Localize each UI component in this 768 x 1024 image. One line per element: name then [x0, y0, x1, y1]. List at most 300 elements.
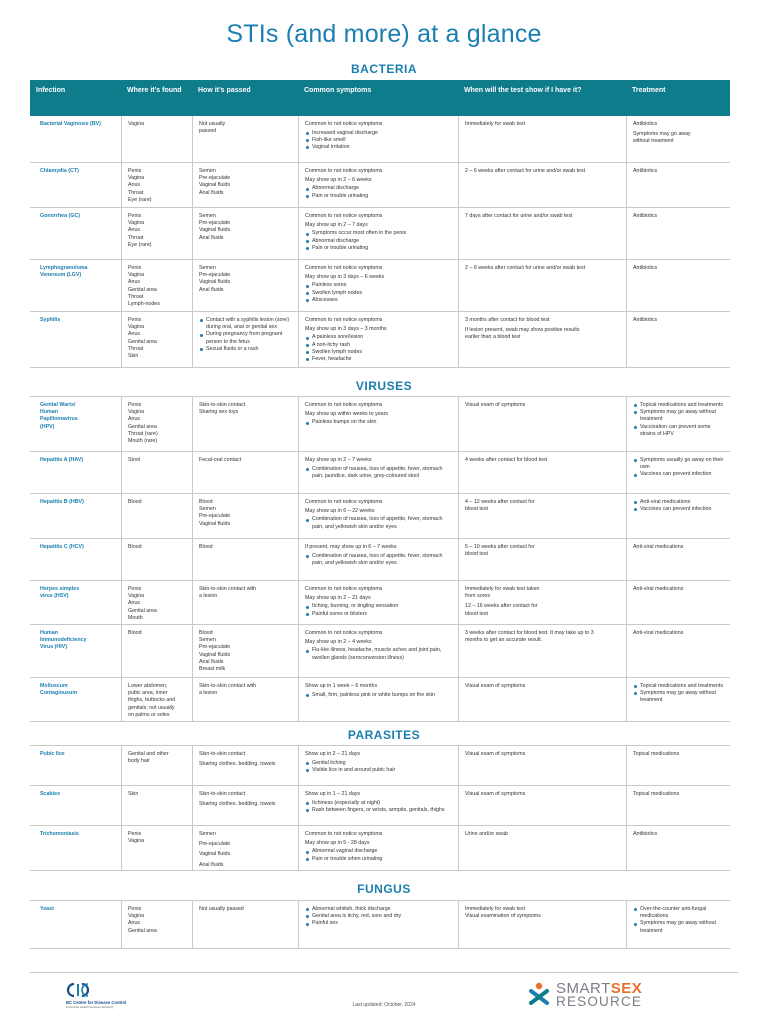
cell-line: Vagina	[128, 593, 145, 600]
cell-line: Anus	[128, 416, 141, 423]
table-row	[30, 312, 730, 368]
cell-line: Common to not notice symptoms	[305, 265, 383, 271]
how-passed-cell	[192, 826, 298, 870]
cell-line: Sharing clothes, bedding, towels	[199, 761, 276, 768]
test-timing-cell	[458, 826, 626, 870]
symptoms-cell	[298, 746, 458, 785]
test-timing-cell	[458, 901, 626, 948]
cell-line: Breast milk	[199, 666, 226, 673]
cell-line: Immediately for swab test	[465, 906, 526, 912]
treatment-cell	[626, 678, 730, 721]
cell-line: Lymphogranuloma	[40, 265, 88, 271]
bullet-item: Symptoms may go away without treatment	[633, 409, 724, 423]
cell-line: Scabies	[40, 791, 61, 797]
where-found-cell	[121, 163, 192, 207]
logo-text-line2: RESOURCE	[556, 994, 643, 1009]
cell-line: Genital and other	[128, 751, 169, 757]
header-where: Where it’s found	[127, 87, 182, 94]
cell-line: Lower abdomen,	[128, 683, 168, 689]
cell-line: Vaginal fluids	[199, 182, 231, 189]
treatment-cell	[626, 208, 730, 259]
cell-line: Mouth (rare)	[128, 438, 158, 445]
cell-line: Visual exam of symptoms	[465, 791, 526, 797]
infection-cell	[30, 116, 121, 162]
bullet-item: Painless bumps on the skin	[305, 419, 452, 426]
cell-line: 3 months after contact for blood test	[465, 317, 550, 323]
bullet-item: Combination of nausea, loss of appetite, fever, stomach pain, jaundice, dark urine, grey-coloured stool	[305, 466, 452, 480]
bullet-item: Itchiness (especially at night)	[305, 800, 452, 807]
bccdc-sub: Provincial Health Services Authority	[66, 1005, 114, 1009]
bccdc-name: BC Centre for Disease Control	[66, 1000, 127, 1005]
cell-line: a lesion	[199, 593, 218, 600]
cell-line: 2 – 6 weeks after contact for urine and/or swab test	[465, 265, 586, 271]
cell-line: Common to not notice symptoms	[305, 168, 383, 174]
table-row	[30, 116, 730, 163]
bullet-item: A non-itchy rash	[305, 342, 452, 349]
treatment-cell	[626, 494, 730, 538]
cell-line: Papillomavirus	[40, 416, 78, 423]
cell-line: Syphilis	[40, 317, 61, 323]
test-timing-cell	[458, 312, 626, 367]
cell-line: Semen	[199, 168, 216, 174]
cell-line: Hepatitis B (HBV)	[40, 499, 84, 505]
cell-line: Throat	[128, 189, 144, 196]
bullet-item: Painful sores or blisters	[305, 611, 452, 618]
symptoms-cell	[298, 116, 458, 162]
cell-line: (HPV)	[40, 423, 55, 430]
cell-line: Antibiotics	[633, 168, 658, 174]
cell-line: Not usually passed	[199, 906, 244, 912]
table-parasites	[30, 745, 730, 871]
cell-line: Common to not notice symptoms	[305, 586, 383, 592]
bullet-item: Abscesses	[305, 297, 452, 304]
bullet-item: Symptoms may go away without treatment	[633, 690, 724, 704]
cell-line: 3 weeks after contact for blood test. It may take up to 3	[465, 630, 594, 636]
test-timing-cell	[458, 678, 626, 721]
footer-divider	[30, 972, 738, 973]
where-found-cell	[121, 312, 192, 367]
cell-line: on palms or soles	[128, 711, 170, 718]
cell-line: Penis	[128, 831, 142, 837]
how-passed-cell	[192, 260, 298, 311]
cell-line: Anus	[128, 182, 141, 189]
where-found-cell	[121, 581, 192, 624]
cell-line: genitals; not usually	[128, 704, 175, 711]
how-passed-cell	[192, 581, 298, 624]
cell-line: Vagina	[128, 913, 145, 920]
where-found-cell	[121, 786, 192, 825]
cell-line: Show up in 1 week – 6 months	[305, 683, 378, 689]
cell-line: Throat	[128, 345, 144, 352]
cell-line: Skin-to-skin contact	[199, 791, 246, 797]
cell-line: Skin-to-skin contact	[199, 751, 246, 757]
test-timing-cell	[458, 539, 626, 580]
bullet-item: Itching, burning, or tingling sensation	[305, 603, 452, 610]
cell-line: body hair	[128, 758, 150, 765]
cell-line: Chlamydia (CT)	[40, 168, 79, 174]
cell-line: Antibiotics	[633, 831, 658, 837]
cell-line: Common to not notice symptoms	[305, 213, 383, 219]
bullet-item: Pain or trouble when urinating	[305, 856, 452, 863]
cell-line: Contagiousum	[40, 690, 78, 697]
bullet-item: Swollen lymph nodes	[305, 290, 452, 297]
header-how: How it’s passed	[198, 87, 251, 94]
infection-cell	[30, 494, 121, 538]
cell-line: a lesion	[199, 690, 218, 697]
table-header	[30, 80, 730, 116]
cell-line: Human	[40, 630, 58, 636]
cell-line: Gonorrhea (GC)	[40, 213, 81, 219]
bullet-item: Painful sex	[305, 920, 452, 927]
section-title-fungus: FUNGUS	[357, 882, 411, 896]
cell-line: blood test	[465, 551, 488, 558]
symptoms-cell	[298, 260, 458, 311]
cell-line: without treatment	[633, 138, 674, 145]
cell-line: Anus	[128, 331, 141, 338]
cell-line: Penis	[128, 906, 142, 912]
cell-line: Penis	[128, 586, 142, 592]
how-passed-cell	[192, 208, 298, 259]
how-passed-cell	[192, 494, 298, 538]
table-row	[30, 208, 730, 260]
cell-line: Pre-ejaculate	[199, 272, 231, 279]
treatment-cell	[626, 116, 730, 162]
table-viruses	[30, 396, 730, 722]
cell-line: Show up in 2 – 21 days	[305, 751, 361, 757]
symptoms-cell	[298, 452, 458, 493]
cell-line: Vagina	[128, 838, 145, 845]
cell-line: Skin-to-skin contact with	[199, 683, 257, 689]
cell-line: Pre-ejaculate	[199, 513, 231, 520]
test-timing-cell	[458, 786, 626, 825]
cell-line: 4 – 12 weeks after contact for	[465, 499, 535, 505]
cell-line: Herpes simplex	[40, 586, 80, 592]
symptoms-cell	[298, 786, 458, 825]
treatment-cell	[626, 539, 730, 580]
bullet-item: Vaginal irritation	[305, 144, 452, 151]
table-row	[30, 260, 730, 312]
cell-line: Semen	[199, 213, 216, 219]
cell-line: Eye (rare)	[128, 241, 152, 248]
bullet-item: Abnormal discharge	[305, 185, 452, 192]
how-passed-cell	[192, 625, 298, 677]
cell-line: Show up in 1 – 21 days	[305, 791, 361, 797]
infection-cell	[30, 678, 121, 721]
bccdc-mark-icon	[66, 982, 94, 998]
symptoms-cell	[298, 494, 458, 538]
cell-line: Antibiotics	[633, 213, 658, 219]
bullet-item: Topical medications and treatments	[633, 683, 724, 690]
table-row	[30, 746, 730, 786]
symptoms-cell	[298, 901, 458, 948]
where-found-cell	[121, 116, 192, 162]
cell-line: Anal fluids	[199, 861, 224, 868]
cell-line: from sores	[465, 593, 491, 600]
cell-line: Vagina	[128, 175, 145, 182]
symptoms-cell	[298, 581, 458, 624]
bullet-item: Vaccines can prevent infection	[633, 471, 724, 478]
bullet-item: Pain or trouble urinating	[305, 245, 452, 252]
test-timing-cell	[458, 581, 626, 624]
bullet-item: Fever, headache	[305, 356, 452, 363]
infection-cell	[30, 625, 121, 677]
cell-line: Lymph-nodes	[128, 301, 160, 308]
logo-text-line1: SMARTSEX	[556, 980, 643, 997]
person-icon	[528, 982, 550, 1008]
cell-line: Skin-to-skin contact	[199, 402, 246, 408]
cell-line: Blood	[199, 499, 213, 505]
where-found-cell	[121, 452, 192, 493]
cell-line: Topical medications	[633, 791, 680, 797]
bullet-item: Abnormal vaginal discharge	[305, 848, 452, 855]
section-title-viruses: VIRUSES	[355, 379, 413, 393]
bullet-item: Rash between fingers, or wrists, armpits, genitals, thighs	[305, 807, 452, 814]
cell-line: Skin-to-skin contact with	[199, 586, 257, 592]
table-row	[30, 826, 730, 871]
symptoms-cell	[298, 208, 458, 259]
cell-line: Blood	[128, 630, 142, 636]
cell-line: Antibiotics	[633, 121, 658, 127]
cell-line: Immunodeficiency	[40, 637, 87, 644]
bullet-item: Swollen lymph nodes	[305, 349, 452, 356]
table-row	[30, 678, 730, 722]
bullet-item: During pregnancy from pregnant person to the fetus	[199, 331, 292, 345]
cell-line: Human	[40, 409, 58, 416]
cell-line: Semen	[199, 265, 216, 271]
treatment-cell	[626, 260, 730, 311]
cell-line: May show up in 2 – 7 weeks	[305, 457, 372, 463]
cell-line: Common to not notice symptoms	[305, 499, 383, 505]
bullet-item: Vaccination can prevent some strains of HPV	[633, 424, 724, 438]
cell-line: May show up in 2 – 7 days	[305, 221, 368, 228]
page-title: STIs (and more) at a glance	[226, 20, 542, 48]
infection-cell	[30, 746, 121, 785]
cell-line: If present, may show up in 6 – 7 weeks	[305, 544, 397, 550]
cell-line: Vagina	[128, 409, 145, 416]
cell-line: Virus (HIV)	[40, 644, 67, 651]
infection-cell	[30, 786, 121, 825]
cell-line: Anal fluids	[199, 234, 224, 241]
treatment-cell	[626, 786, 730, 825]
how-passed-cell	[192, 746, 298, 785]
cell-line: If lesion present, swab may show positive results	[465, 327, 580, 334]
cell-line: Anus	[128, 920, 141, 927]
bullet-item: Symptoms may go away without treatment	[633, 920, 724, 934]
cell-line: Pubic lice	[40, 751, 65, 757]
cell-line: Eye (rare)	[128, 196, 152, 203]
symptoms-cell	[298, 625, 458, 677]
cell-line: Vagina	[128, 272, 145, 279]
table-row	[30, 786, 730, 826]
cell-line: Penis	[128, 168, 142, 174]
infection-cell	[30, 452, 121, 493]
cell-line: Antibiotics	[633, 265, 658, 271]
cell-line: 5 – 10 weeks after contact for	[465, 544, 535, 550]
cell-line: Pre-ejaculate	[199, 841, 231, 848]
bullet-item: Contact with a syphilis lesion (sore) during oral, anal or genital sex	[199, 317, 292, 331]
cell-line: Common to not notice symptoms	[305, 121, 383, 127]
cell-line: Anti-viral medications	[633, 630, 684, 636]
infection-cell	[30, 312, 121, 367]
cell-line: Genital area	[128, 927, 157, 934]
cell-line: thighs, buttocks and	[128, 697, 176, 704]
table-bacteria	[30, 116, 730, 368]
symptoms-cell	[298, 312, 458, 367]
cell-line: Throat	[128, 293, 144, 300]
cell-line: Genital area	[128, 338, 157, 345]
cell-line: Anus	[128, 600, 141, 607]
how-passed-cell	[192, 452, 298, 493]
cell-line: May show up in 2 – 21 days	[305, 594, 371, 601]
where-found-cell	[121, 539, 192, 580]
treatment-cell	[626, 625, 730, 677]
table-row	[30, 494, 730, 539]
cell-line: Yeast	[40, 906, 54, 912]
cell-line: Pre-ejaculate	[199, 644, 231, 651]
header-symptoms: Common symptoms	[304, 87, 372, 94]
cell-line: passed	[199, 128, 217, 135]
cell-line: Anus	[128, 227, 141, 234]
infection-cell	[30, 163, 121, 207]
bullet-item: Fish-like smell	[305, 137, 452, 144]
cell-line: Common to not notice symptoms	[305, 317, 383, 323]
how-passed-cell	[192, 678, 298, 721]
cell-line: Immediately for swab test taken	[465, 586, 540, 592]
bullet-item: Genital area is itchy, red, sore and dry	[305, 913, 452, 920]
cell-line: Penis	[128, 317, 142, 323]
cell-line: Bacterial Vaginosis (BV)	[40, 121, 101, 127]
section-title-parasites: PARASITES	[347, 728, 421, 742]
bullet-item: Vaccines can prevent infection	[633, 506, 724, 513]
cell-line: Mouth	[128, 614, 143, 621]
table-fungus	[30, 900, 730, 949]
symptoms-cell	[298, 397, 458, 451]
treatment-cell	[626, 452, 730, 493]
cell-line: May show up in 6 – 22 weeks	[305, 507, 375, 514]
symptoms-cell	[298, 163, 458, 207]
cell-line: Semen	[199, 637, 216, 644]
bullet-item: A painless sore/lesion	[305, 334, 452, 341]
cell-line: Hepatitis C (HCV)	[40, 544, 84, 550]
cell-line: Anti-viral medications	[633, 586, 684, 592]
bullet-item: Visible lice in and around pubic hair	[305, 767, 452, 774]
cell-line: May show up in 3 days – 6 weeks	[305, 273, 385, 280]
table-row	[30, 539, 730, 581]
cell-line: Semen	[199, 506, 216, 513]
cell-line: Semen	[199, 831, 216, 837]
treatment-cell	[626, 826, 730, 870]
cell-line: Anal fluids	[199, 286, 224, 293]
cell-line: Anal fluids	[199, 658, 224, 665]
how-passed-cell	[192, 312, 298, 367]
cell-line: Genital Warts/	[40, 402, 76, 408]
cell-line: Penis	[128, 402, 142, 408]
treatment-cell	[626, 163, 730, 207]
cell-line: Vaginal fluids	[199, 279, 231, 286]
test-timing-cell	[458, 260, 626, 311]
cell-line: Sharing sex toys	[199, 409, 239, 416]
cell-line: 2 – 6 weeks after contact for urine and/or swab test	[465, 168, 586, 174]
infection-cell	[30, 208, 121, 259]
cell-line: Vaginal fluids	[199, 227, 231, 234]
bullet-item: Over-the-counter anti-fungal medications	[633, 906, 724, 920]
bullet-item: Symptoms occur most often in the penis	[305, 230, 452, 237]
treatment-cell	[626, 746, 730, 785]
where-found-cell	[121, 826, 192, 870]
bullet-item: Anti-viral medications	[633, 499, 724, 506]
cell-line: 4 weeks after contact for blood test	[465, 457, 548, 463]
where-found-cell	[121, 208, 192, 259]
cell-line: Vagina	[128, 121, 145, 127]
where-found-cell	[121, 260, 192, 311]
cell-line: Immediately for swab test	[465, 121, 526, 127]
cell-line: Stool	[128, 457, 141, 463]
cell-line: Blood	[128, 544, 142, 550]
bullet-item: Combination of nausea, loss of appetite, fever, stomach pain, and yellowish skin and/or eyes	[305, 553, 452, 567]
cell-line: 12 – 16 weeks after contact for	[465, 603, 538, 610]
cell-line: Antibiotics	[633, 317, 658, 323]
cell-line: Sharing clothes, bedding, towels	[199, 801, 276, 808]
cell-line: Vaginal fluids	[199, 851, 231, 858]
cell-line: Common to not notice symptoms	[305, 831, 383, 837]
test-timing-cell	[458, 397, 626, 451]
bullet-item: Increased vaginal discharge	[305, 130, 452, 137]
cell-line: months to get an accurate result.	[465, 637, 543, 644]
cell-line: Pre-ejaculate	[199, 175, 231, 182]
cell-line: Vaginal fluids	[199, 651, 231, 658]
cell-line: Anus	[128, 279, 141, 286]
table-row	[30, 581, 730, 625]
header-infection: Infection	[36, 87, 66, 94]
cell-line: Venereum (LGV)	[40, 272, 82, 279]
infection-cell	[30, 901, 121, 948]
test-timing-cell	[458, 625, 626, 677]
cell-line: Blood	[199, 544, 213, 550]
cell-line: May show up in 2 – 6 weeks	[305, 176, 372, 183]
cell-line: May show up within weeks to years	[305, 410, 389, 417]
cell-line: May show up in 3 days – 3 months	[305, 325, 387, 332]
cell-line: Visual examination of symptoms	[465, 913, 541, 920]
cell-line: Anti-viral medications	[633, 544, 684, 550]
how-passed-cell	[192, 901, 298, 948]
infection-cell	[30, 260, 121, 311]
cell-line: Skin	[128, 353, 139, 360]
bullet-item: Sexual fluids or a rash	[199, 346, 292, 353]
symptoms-cell	[298, 678, 458, 721]
test-timing-cell	[458, 452, 626, 493]
test-timing-cell	[458, 163, 626, 207]
bullet-item: Flu-like illness, headache, muscle aches and joint pain, swollen glands (seroconversion illness)	[305, 647, 452, 661]
cell-line: earlier than a blood test	[465, 334, 521, 341]
cell-line: Trichomoniasis	[40, 831, 79, 837]
cell-line: Genital area	[128, 286, 157, 293]
cell-line: Visual exam of symptoms	[465, 402, 526, 408]
table-row	[30, 397, 730, 452]
treatment-cell	[626, 312, 730, 367]
bullet-item: Pain or trouble urinating	[305, 193, 452, 200]
infection-cell	[30, 539, 121, 580]
cell-line: Throat (rare)	[128, 430, 158, 437]
cell-line: Penis	[128, 213, 142, 219]
smartsex-resource-logo	[528, 980, 678, 1010]
test-timing-cell	[458, 494, 626, 538]
cell-line: Vagina	[128, 220, 145, 227]
table-row	[30, 901, 730, 949]
treatment-cell	[626, 581, 730, 624]
treatment-cell	[626, 397, 730, 451]
infection-cell	[30, 826, 121, 870]
cell-line: Skin	[128, 791, 139, 797]
